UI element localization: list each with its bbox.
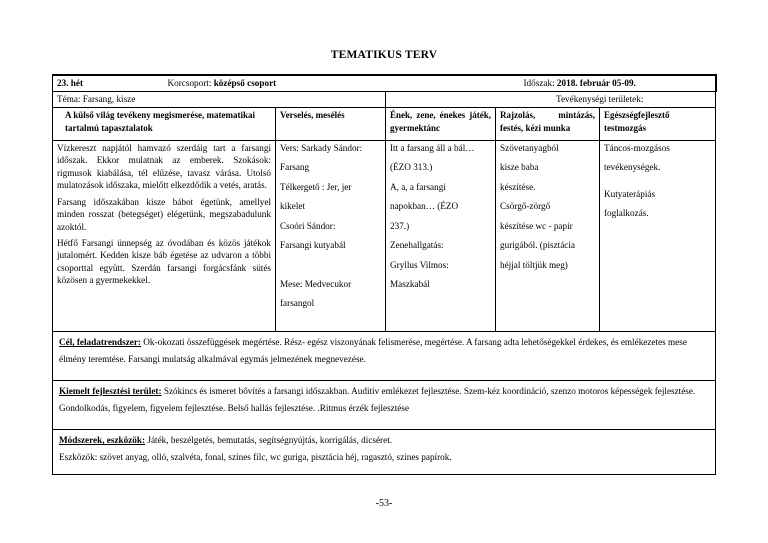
paragraph: Farsang időszakában kisze bábot égetünk, amellyel minden rosszat (betegséget) elégetünk, megszabadulunk azoktól. (57, 196, 271, 232)
text-line: gurigából. (pisztácia (500, 240, 576, 251)
topic-row (53, 92, 716, 108)
col-header-movement: Egészségfejlesztő testmozgás (604, 110, 670, 134)
text-line: Kutyaterápiás (604, 188, 656, 199)
text-line: Itt a farsang áll a bál… (390, 143, 475, 153)
week-label: 23. hét (57, 78, 84, 88)
activities-row (53, 141, 716, 332)
goals-cell (53, 332, 716, 381)
col-header-music: Ének, zene, énekes játék, gyermektánc (390, 110, 491, 134)
text-line: farsangol (280, 297, 315, 308)
col-header-external-world: A külső világ tevékeny megismerése, matematikai tartalmú tapasztalatok (65, 110, 255, 134)
topic-cell: Téma: Farsang, kisze (53, 92, 386, 108)
methods-text: Játék, beszélgetés, bemutatás, segítségnyújtás, korrigálás, dicséret. (147, 435, 393, 445)
text-line: Táncos-mozgásos (604, 143, 670, 153)
age-group-label: Korcsoport: (167, 78, 212, 88)
column-header-row (53, 108, 716, 141)
methods-row (53, 430, 716, 475)
goals-text: Ok-okozati összefüggések megértése. Rész- egész viszonyának felismerése, megértése. A farsang adta lehetőségekkel érdekes, és emlékezetes mese élmény teremtése. Farsangi mulatság alkalmával egymás jelmezének megnevezése. (59, 337, 687, 365)
poetry-cell (276, 141, 386, 332)
text-line: Csörgő-zörgő (500, 201, 551, 212)
music-cell (386, 141, 496, 332)
paragraph: Vízkereszt napjától hamvazó szerdáig tart a farsangi időszak. Ekkor mulatnak az emberek. Szokások: rigmusok kiabálása, tél elűzése, tavasz várása. Utolsó mulatozások időszaka, mielőtt elkezdődik a vetés, aratás. (57, 143, 271, 191)
page-number: -53- (375, 498, 393, 509)
text-line: Vers: Sarkady Sándor: (280, 143, 363, 153)
development-label: Kiemelt fejlesztési terület: (59, 386, 162, 396)
movement-cell (600, 141, 716, 332)
text-line: készítése wc - papír (500, 220, 573, 231)
thematic-plan-table (52, 74, 717, 475)
text-line: Télkergető : Jer, jer (280, 181, 352, 192)
text-line: Gryllus Vilmos: (390, 259, 449, 270)
text-line: Szövetanyagból (500, 143, 559, 153)
development-cell (53, 381, 716, 430)
text-line: Mese: Medvecukor (280, 278, 352, 289)
text-line: foglalkozás. (604, 208, 649, 219)
text-line: tevékenységek. (604, 162, 661, 173)
text-line: Zenehallgatás: (390, 240, 444, 251)
development-text: Szókincs és ismeret bővítés a farsangi időszakban. Auditív emlékezet fejlesztése. Szem-kéz koordináció, szenzo motoros képességek fejlesztése. Gondolkodás, figyelem, figyelem fejlesztése. Belső hallás fejlesztése. .Ritmus érzék fejlesztése (59, 386, 696, 414)
col-header-poetry: Verselés, mesélés (280, 110, 345, 120)
paragraph: Hétfő Farsangi ünnepség az óvodában és közös játékok jutalomért. Kedden kisze báb égetése az udvaron a többi csoporttal együtt. Szerdán farsangi forgácsfánk sütés közösen a gyermekekkel. (57, 237, 271, 286)
methods-label: Módszerek, eszközök: (59, 435, 146, 445)
art-cell (496, 141, 600, 332)
text-line: A, a, a farsangi (390, 181, 446, 192)
age-group-value: középső csoport (213, 78, 277, 88)
goals-label: Cél, feladatrendszer: (59, 337, 141, 347)
goals-row (53, 332, 716, 381)
text-line: kisze baba (500, 162, 539, 173)
col-header-art: Rajzolás, mintázás, festés, kézi munka (500, 110, 595, 134)
text-line: napokban… (ÉZO (390, 201, 459, 212)
text-line: Maszkabál (390, 278, 430, 289)
text-line: 237.) (390, 220, 410, 231)
meta-row (53, 75, 716, 92)
development-row (53, 381, 716, 430)
document-title: TEMATIKUS TERV (330, 49, 438, 61)
text-line: Csoóri Sándor: (280, 220, 336, 231)
activities-header: Tevékenységi területek: (386, 92, 716, 108)
period-label: Időszak: (523, 78, 555, 88)
external-world-cell (53, 141, 276, 332)
text-line: Farsang (280, 162, 310, 173)
text-line: kikelet (280, 201, 306, 212)
text-line: Farsangi kutyabál (280, 240, 346, 251)
text-line: készítése. (500, 181, 536, 192)
text-line: (ÉZO 313.) (390, 162, 433, 173)
period-value: 2018. február 05-09. (556, 78, 636, 88)
methods-cell (53, 430, 716, 475)
tools-text: Eszközök: szövet anyag, olló, szalvéta, fonal, színes filc, wc guriga, pisztácia héj, ragasztó, színes papírok. (59, 452, 452, 463)
text-line: héjjal töltjük meg) (500, 259, 568, 270)
